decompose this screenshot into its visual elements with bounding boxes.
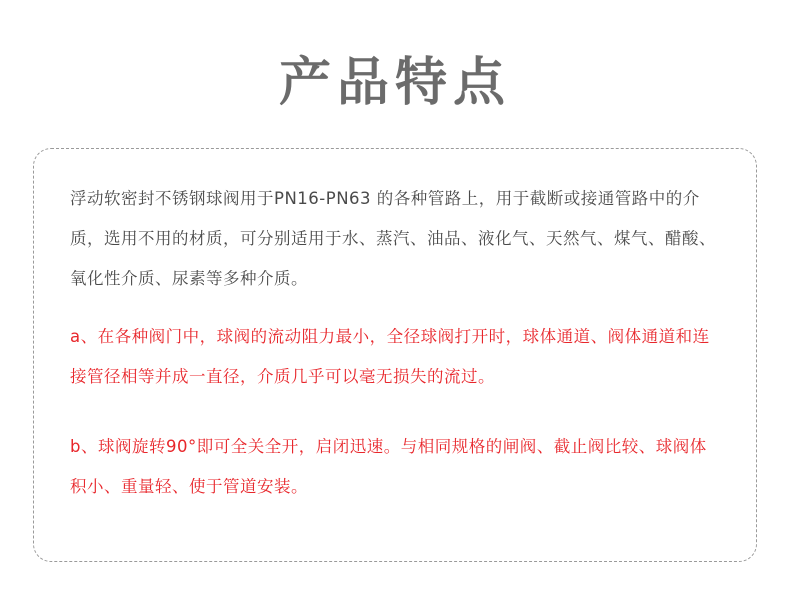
paragraph-spacer xyxy=(70,397,720,427)
page-title: 产品特点 xyxy=(278,53,511,113)
paragraph-intro: 浮动软密封不锈钢球阀用于PN16-PN63 的各种管路上，用于截断或接通管路中的介质，选用不用的材质，可分别适用于水、蒸汽、油品、液化气、天然气、煤气、醋酸、氧化性介质、尿素等多种介质。 xyxy=(70,189,716,288)
features-content-box xyxy=(33,148,757,562)
paragraph-item-a: a、在各种阀门中，球阀的流动阻力最小，全径球阀打开时，球体通道、阀体通道和连接管径相等并成一直径，介质几乎可以毫无损失的流过。 xyxy=(70,327,710,386)
paragraph-item-b: b、球阀旋转90°即可全关全开，启闭迅速。与相同规格的闸阀、截止阀比较、球阀体积小、重量轻、使于管道安装。 xyxy=(70,437,707,496)
